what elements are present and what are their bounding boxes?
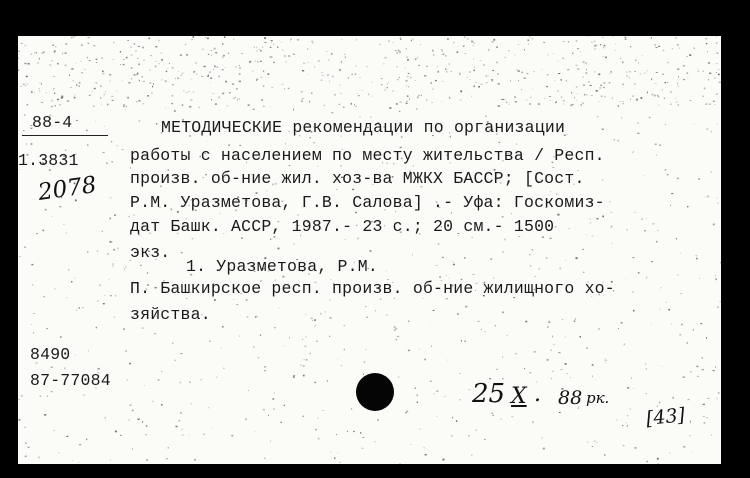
entry-line-4: Р.М. Уразметова, Г.В. Салова] .- Уфа: Госкомиз- [130,193,605,212]
handwritten-date-year: 88 [558,387,583,409]
call-number: 1.3831 [18,151,79,170]
handwritten-date-month: X [511,384,527,409]
tracing-corporate-line-2: зяйства. [130,305,211,324]
handwritten-date-suffix: рк. [586,389,610,407]
handwritten-mark: 2078 [36,172,99,206]
entry-line-3: произв. об-ние жил. хоз-ва МЖКХ БАССР; [Сост. [130,169,585,188]
tracing-author: 1. Уразметова, Р.М. [186,257,378,276]
handwritten-bracket-number: [43] [644,404,687,430]
tracing-corporate-line-1: П. Башкирское респ. произв. об-ние жилищного хо- [130,279,615,298]
entry-line-1: МЕТОДИЧЕСКИЕ рекомендации по организации [161,118,566,137]
class-number-underline [22,135,108,136]
entry-line-6: экз. [130,243,171,262]
class-number: 88-4 [32,113,73,132]
entry-line-5: дат Башк. АССР, 1987.- 23 с.; 20 см.- 1500 [130,217,555,236]
catalog-card [18,36,721,464]
handwritten-date-day: 25 [472,379,506,409]
registration-number: 87-77084 [30,371,111,390]
inventory-number: 8490 [30,345,71,364]
handwritten-date-dot: . [534,382,541,407]
entry-line-2: работы с населением по месту жительства / Респ. [130,146,605,165]
punch-hole [356,373,394,411]
